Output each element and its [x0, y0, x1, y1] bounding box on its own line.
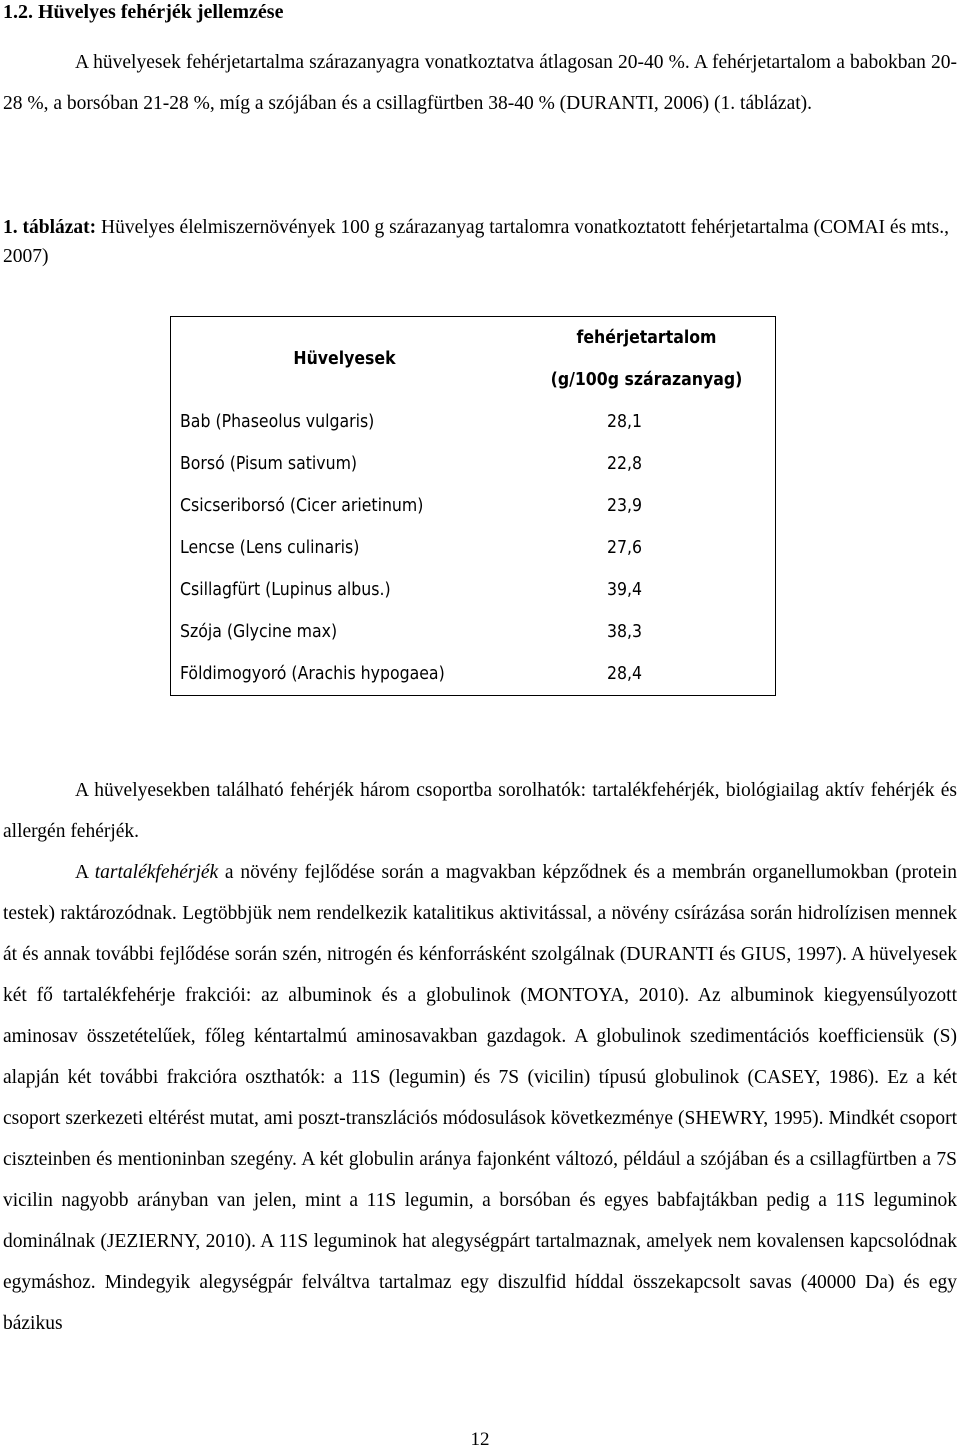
table-row: [171, 485, 776, 527]
protein-value: 39,4: [607, 580, 643, 600]
paragraph3-lead: A: [75, 862, 95, 883]
protein-content-table: [170, 316, 776, 696]
protein-value: 27,6: [607, 538, 643, 558]
table-caption-text: Hüvelyes élelmiszernövények 100 g szárazanyag tartalomra vonatkoztatott fehérjetartalma (COMAI és mts., 2007): [3, 217, 949, 267]
paragraph3-body: a növény fejlődése során a magvakban képződnek és a membrán organellumokban (protein testek) raktározódnak. Legtöbbjük nem rendelkezik katalitikus aktivitással, a növény csírázása során hidrolízisen mennek át és annak további fejlődése során szén, nitrogén és kénforrásként szolgálnak (DURANTI és GIUS, 1997). A hüvelyesek két fő tartalékfehérje frakciói: az albuminok és a globulinok (MONTOYA, 2010). Az albuminok kiegyensúlyozott aminosav összetételűek, főleg kéntartalmú aminosavakban gazdagok. A globulinok szedimentációs koefficiensük (S) alapján két további frakcióra oszthatók: a 11S (legumin) és 7S (vicilin) típusú globulinok (CASEY, 1986). Ez a két csoport szerkezeti eltérést mutat, ami poszt-transzlációs módosulások következménye (SHEWRY, 1995). Mindkét csoport ciszteinben és mentioninban szegény. A két globulin aránya fajonként változó, például a szójában és a csillagfürtben a 7S vicilin nagyobb arányban van jelen, mint a 11S legumin, a borsóban és egyes babfajtákban pedig a 11S leguminok dominálnak (JEZIERNY, 2010). A 11S leguminok hat alegységpárt tartalmaznak, amelyek nem kovalensen kapcsolódnak egymáshoz. Mindegyik alegységpár felváltva tartalmaz egy diszulfid híddal összekapcsolt savas (40000 Da) és egy bázikus: [3, 862, 958, 1334]
protein-value: 38,3: [607, 622, 643, 642]
page-number: 12: [470, 1429, 490, 1450]
protein-value: 22,8: [607, 454, 643, 474]
legume-name: Szója (Glycine max): [180, 622, 338, 642]
section-heading: 1.2. Hüvelyes fehérjék jellemzése: [3, 1, 284, 23]
protein-value: 23,9: [607, 496, 643, 516]
legume-name: Bab (Phaseolus vulgaris): [180, 412, 375, 432]
table-caption-label: 1. táblázat:: [3, 217, 97, 238]
storage-proteins-term: tartalékfehérjék: [94, 862, 219, 883]
protein-groups-paragraph: A hüvelyesekben található fehérjék három csoportba sorolhatók: tartalékfehérjék, biológiailag aktív fehérjék és allergén fehérjék.: [3, 780, 957, 842]
table-row: [171, 653, 776, 696]
table-row: [171, 443, 776, 485]
legume-name: Lencse (Lens culinaris): [180, 538, 360, 558]
header-protein-line2: (g/100g szárazanyag): [550, 370, 743, 390]
protein-value: 28,1: [607, 412, 643, 432]
legume-name: Csicseriborsó (Cicer arietinum): [180, 496, 424, 516]
table-row: [171, 569, 776, 611]
table-row: [171, 401, 776, 443]
table-caption: [3, 213, 957, 271]
legume-name: Csillagfürt (Lupinus albus.): [180, 580, 391, 600]
protein-value: 28,4: [607, 664, 643, 684]
intro-paragraph: A hüvelyesek fehérjetartalma szárazanyagra vonatkoztatva átlagosan 20-40 %. A fehérjetartalom a babokban 20-28 %, a borsóban 21-28 %, míg a szójában és a csillagfürtben 38-40 % (DURANTI, 2006) (1. táblázat).: [3, 52, 957, 114]
table-row: [171, 611, 776, 653]
table-header-row: [171, 317, 776, 402]
header-protein-line1: fehérjetartalom: [576, 328, 717, 348]
legume-name: Borsó (Pisum sativum): [180, 454, 358, 474]
header-legumes: Hüvelyesek: [293, 349, 396, 369]
legume-name: Földimogyoró (Arachis hypogaea): [180, 664, 445, 684]
header-protein-content: [518, 317, 776, 402]
storage-proteins-paragraph: [3, 852, 957, 1344]
table-row: [171, 527, 776, 569]
